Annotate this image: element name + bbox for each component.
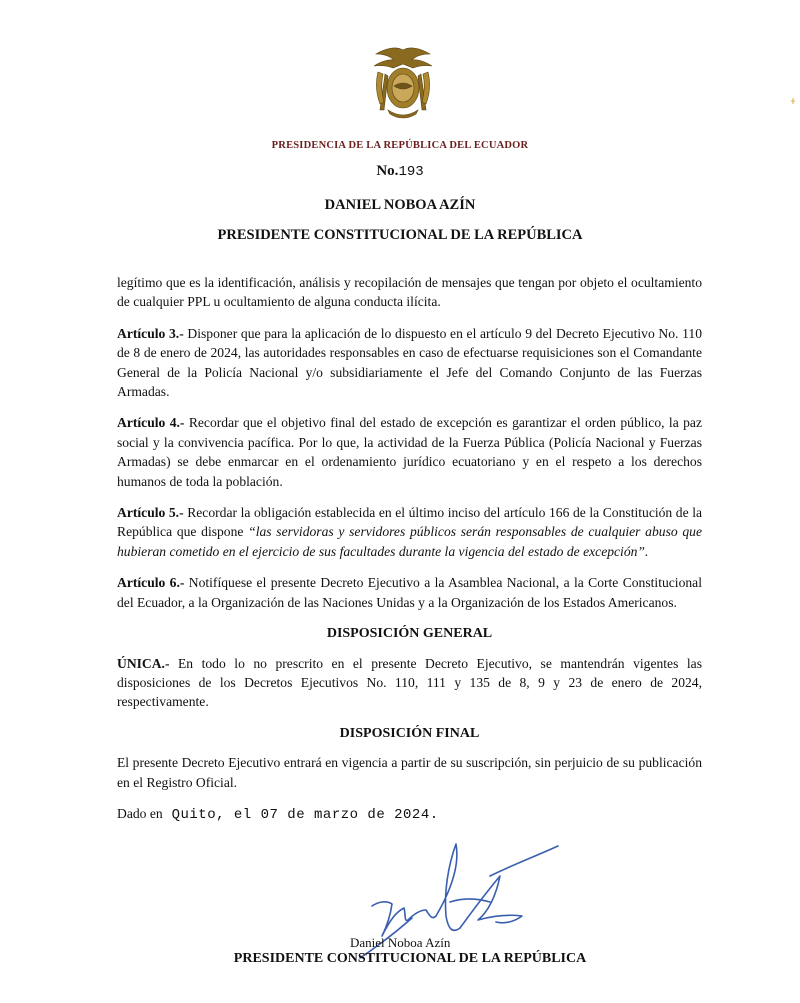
president-title: PRESIDENTE CONSTITUCIONAL DE LA REPÚBLICA: [217, 227, 583, 243]
article-3: [117, 324, 702, 402]
article-5: [117, 503, 702, 561]
decree-number-value: 193: [398, 164, 424, 180]
final-disposition-heading: DISPOSICIÓN FINAL: [339, 725, 480, 741]
president-name: DANIEL NOBOA AZÍN: [324, 197, 476, 213]
article-5-text: Recordar la obligación establecida en el último inciso del artículo 166 de la Constitución de la República que dispone: [117, 505, 702, 540]
decree-body: [117, 273, 702, 837]
article-4-text: Recordar que el objetivo final del estado de excepción es garantizar el orden público, la paz social y la convivencia pacífica. Por lo que, la actividad de la Fuerza Pública (Policía Nacional y Fuerzas Armadas) se debe enmarcar en el ordenamiento jurídico ecuatoriano y en el respeto a los derechos humanos de toda la población.: [117, 415, 702, 489]
article-6-label: Artículo 6.-: [117, 575, 185, 591]
article-6-text: Notifíquese el presente Decreto Ejecutivo a la Asamblea Nacional, a la Corte Constitucional del Ecuador, a la Organización de las Naciones Unidas y a la Organización de los Estados Americanos.: [117, 575, 702, 610]
dado-place-date: Quito, el 07 de marzo de 2024.: [162, 806, 439, 823]
decree-number: [0, 163, 800, 180]
final-disposition-text: El presente Decreto Ejecutivo entrará en vigencia a partir de su suscripción, sin perjuicio de su publicación en el Registro Oficial.: [117, 755, 702, 790]
coat-of-arms-seal: [368, 44, 438, 122]
intro-paragraph: legítimo que es la identificación, análisis y recopilación de mensajes que tengan por objeto el ocultamiento de cualquier PPL u ocultamiento de alguna conducta ilícita.: [117, 275, 702, 310]
dado-en-line: [117, 804, 702, 825]
decree-number-prefix: No.: [376, 163, 399, 179]
article-4-label: Artículo 4.-: [117, 415, 185, 431]
article-3-label: Artículo 3.-: [117, 325, 184, 341]
signatory-title: PRESIDENTE CONSTITUCIONAL DE LA REPÚBLICA: [233, 951, 587, 966]
unica-text: En todo lo no prescrito en el presente Decreto Ejecutivo, se mantendrán vigentes las disposiciones de los Decretos Ejecutivos No. 110, 111 y 135 de 8, 9 y 23 de enero de 2024, respectivamente.: [117, 655, 702, 710]
article-5-label: Artículo 5.-: [117, 505, 184, 521]
agency-header: PRESIDENCIA DE LA REPÚBLICA DEL ECUADOR: [271, 140, 529, 151]
dado-prefix: Dado en: [117, 805, 163, 821]
unica-paragraph: [117, 654, 702, 712]
unica-label: ÚNICA.-: [117, 655, 170, 671]
general-disposition-heading: DISPOSICIÓN GENERAL: [326, 626, 493, 642]
page-speck: [791, 98, 795, 104]
signatory-name: Daniel Noboa Azín: [350, 935, 451, 950]
article-3-text: Disponer que para la aplicación de lo dispuesto en el artículo 9 del Decreto Ejecutivo No. 110 de 8 de enero de 2024, las autoridades responsables en caso de efectuarse requisiciones son el Comandante General de la Policía Nacional y/o subsidiariamente el Jefe del Comando Conjunto de las Fuerzas Armadas.: [117, 325, 702, 400]
article-4: [117, 413, 702, 491]
article-5-quote: “las servidoras y servidores públicos serán responsables de cualquier abuso que hubieran cometido en el ejercicio de sus facultades durante la vigencia del estado de excepción”.: [117, 524, 702, 559]
article-6: [117, 573, 702, 612]
